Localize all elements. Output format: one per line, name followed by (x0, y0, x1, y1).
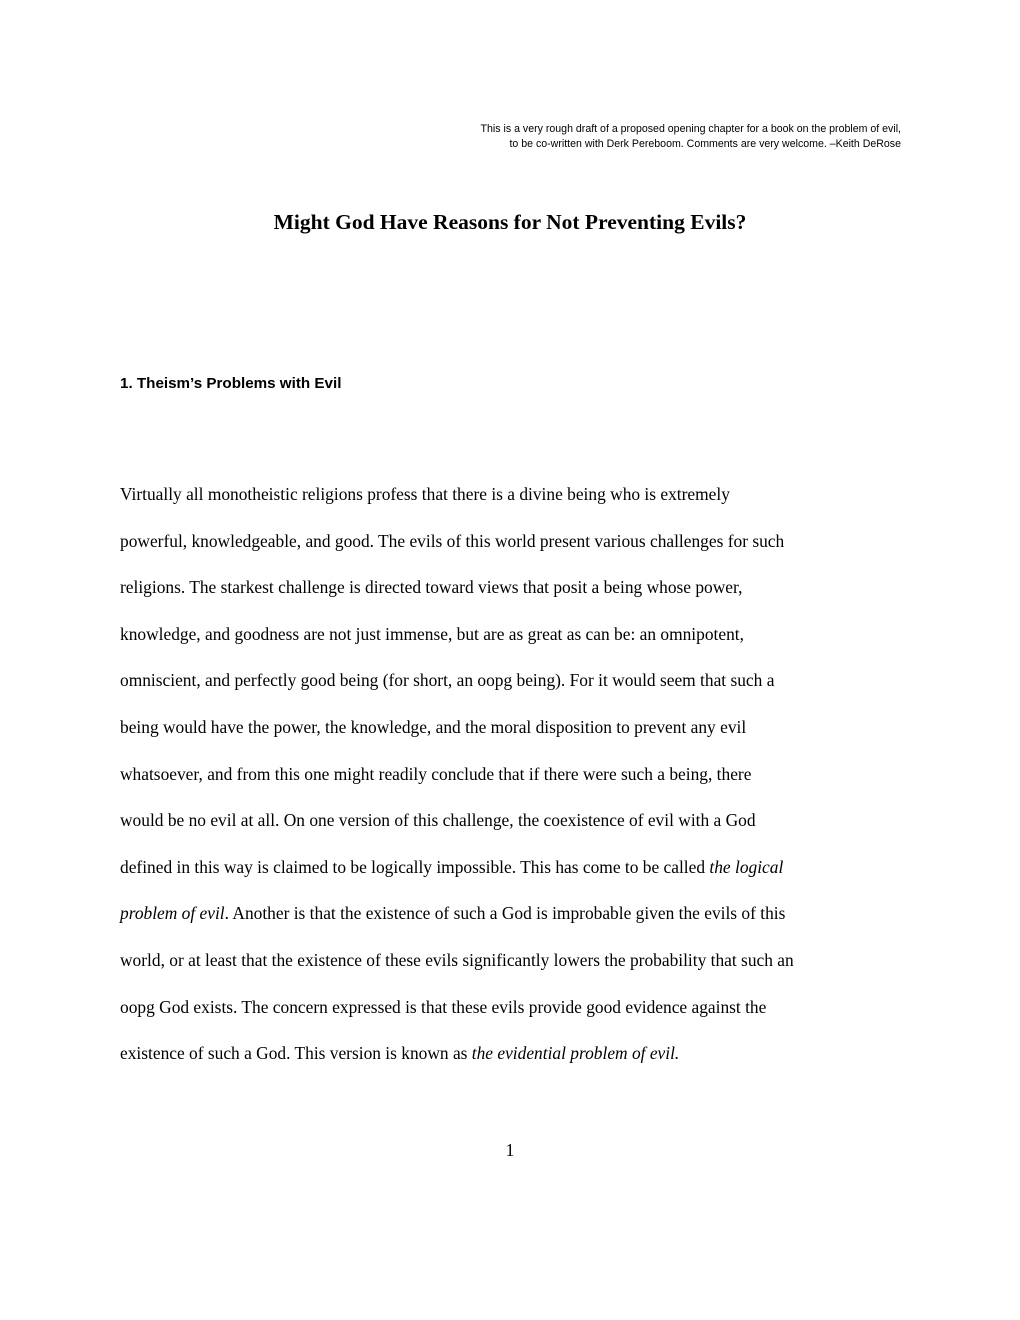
body-paragraph (120, 481, 920, 1087)
paragraph-line: powerful, knowledgeable, and good. The evils of this world present various challenges for such (120, 530, 785, 551)
section-heading: 1. Theism’s Problems with Evil (120, 375, 342, 392)
draft-note (181, 122, 901, 152)
paragraph-line: being would have the power, the knowledge, and the moral disposition to prevent any evil (120, 716, 747, 737)
paragraph-text: defined in this way is claimed to be logically impossible. This has come to be called (120, 856, 710, 877)
paragraph-line: world, or at least that the existence of these evils significantly lowers the probability that such an (120, 949, 794, 970)
draft-note-line-1: This is a very rough draft of a proposed opening chapter for a book on the problem of evil, (480, 123, 901, 135)
paragraph-line: knowledge, and goodness are not just immense, but are as great as can be: an omnipotent, (120, 623, 744, 644)
paragraph-line: would be no evil at all. On one version of this challenge, the coexistence of evil with a God (120, 810, 756, 831)
paragraph-line (120, 1040, 920, 1087)
paragraph-text: . Another is that the existence of such a God is improbable given the evils of this (224, 903, 786, 924)
paragraph-line: oopg God exists. The concern expressed is that these evils provide good evidence against the (120, 996, 767, 1017)
italic-term-logical: the logical (709, 856, 784, 877)
paragraph-line: omniscient, and perfectly good being (for short, an oopg being). For it would seem that such a (120, 670, 775, 691)
draft-note-line-2: to be co-written with Derk Pereboom. Comments are very welcome. –Keith DeRose (509, 138, 901, 150)
italic-term-problem-of-evil: problem of evil (120, 903, 225, 924)
paragraph-line: Virtually all monotheistic religions profess that there is a divine being who is extremely (120, 484, 730, 504)
paragraph-line: religions. The starkest challenge is directed toward views that posit a being whose power, (120, 577, 743, 598)
page-number: 1 (505, 1140, 515, 1160)
paragraph-line: whatsoever, and from this one might readily conclude that if there were such a being, there (120, 763, 752, 784)
italic-term-evidential: the evidential problem of evil. (471, 1043, 680, 1064)
paragraph-line (120, 900, 920, 947)
paragraph-text: existence of such a God. This version is known as (120, 1043, 472, 1064)
document-title: Might God Have Reasons for Not Preventing Evils? (273, 210, 747, 234)
paragraph-line (120, 854, 920, 901)
